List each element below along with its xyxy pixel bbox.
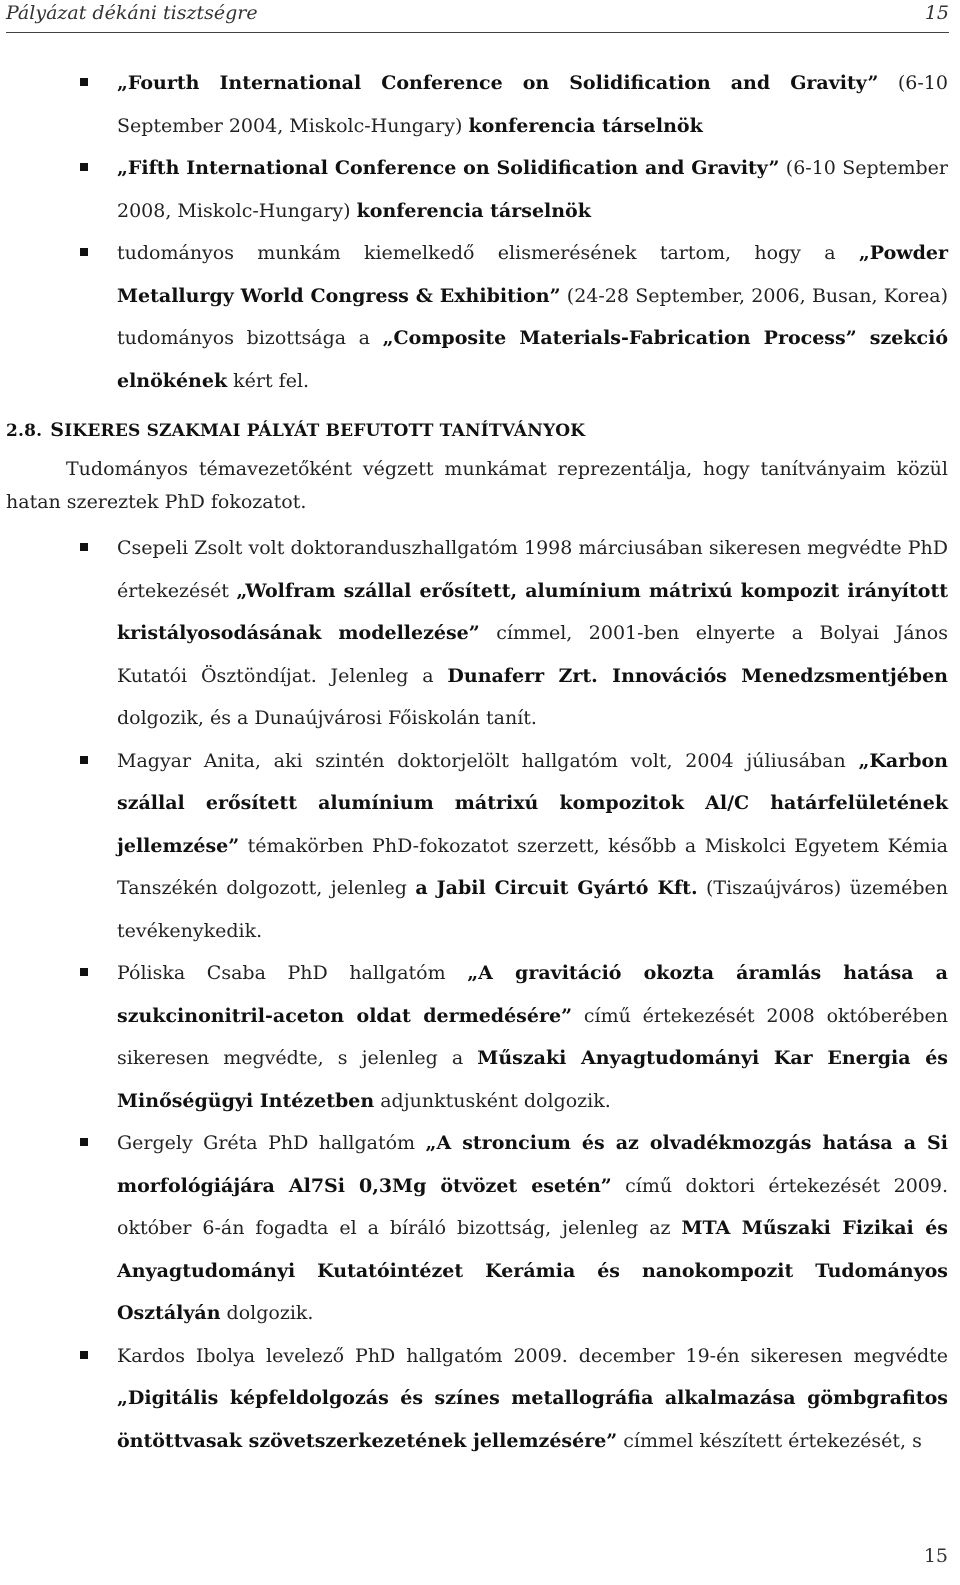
text-run: Póliska Csaba PhD hallgatóm bbox=[117, 962, 468, 984]
page-header bbox=[6, 0, 949, 33]
text-run: címmel, 2001-ben elnyerte a Bolyai János Kutatói Ösztöndíjat. Jelenleg a bbox=[117, 622, 948, 687]
text-run: MTA Műszaki Fizikai és Anyagtudományi Kutatóintézet Kerámia és nanokompozit Tudományos Osztályán bbox=[117, 1217, 949, 1324]
text-run: konferencia társelnök bbox=[356, 199, 591, 222]
square-bullet-icon bbox=[80, 78, 88, 86]
text-run: „Karbon szállal erősített alumínium mátrixú kompozitok Al/C határfelületének jellemzése” bbox=[117, 749, 948, 857]
text-run: címmel készített értekezését, s bbox=[617, 1429, 922, 1452]
square-bullet-icon bbox=[80, 163, 88, 171]
document-body bbox=[0, 62, 948, 1462]
text-run: „A stroncium és az olvadékmozgás hatása a Si morfológiájára Al7Si 0,3Mg ötvözet esetén” bbox=[117, 1132, 948, 1197]
text-run: „Fifth International Conference on Solidification and Gravity” bbox=[117, 157, 780, 179]
text-run: Gergely Gréta PhD hallgatóm bbox=[117, 1132, 426, 1154]
text-run: konferencia társelnök bbox=[468, 114, 703, 137]
list-item bbox=[0, 62, 948, 147]
section-number: 2.8. bbox=[6, 421, 43, 441]
text-run: Kardos Ibolya levelező PhD hallgatóm 2009. december 19-én sikeresen megvédte bbox=[117, 1344, 948, 1367]
list-item bbox=[0, 1335, 948, 1463]
list-item bbox=[0, 1122, 948, 1335]
text-run: „Digitális képfeldolgozás és színes metallográfia alkalmazása gömbgrafitos öntöttvasak szövetszerkezetének jellemzésére” bbox=[117, 1387, 948, 1452]
list-item bbox=[0, 147, 948, 232]
list-item bbox=[0, 232, 948, 402]
text-run: témakörben PhD-fokozatot szerzett, később a Miskolci Egyetem Kémia Tanszékén dolgozott, jelenleg bbox=[117, 834, 948, 899]
square-bullet-icon bbox=[80, 756, 88, 764]
text-run: (24-28 September, 2006, Busan, Korea) tudományos bizottsága a bbox=[117, 284, 948, 349]
text-run: tudományos munkám kiemelkedő elismerésének tartom, hogy a bbox=[117, 242, 859, 264]
text-run: című doktori értekezését 2009. október 6-án fogadta el a bíráló bizottság, jelenleg az bbox=[117, 1174, 948, 1239]
text-run: Csepeli Zsolt volt doktoranduszhallgatóm 1998 márciusában sikeresen megvédte PhD értekezését bbox=[117, 537, 948, 602]
text-run: „Wolfram szállal erősített, alumínium mátrixú kompozit irányított kristályosodásának modellezése” bbox=[117, 579, 948, 644]
square-bullet-icon bbox=[80, 543, 88, 551]
text-run: című értekezését 2008 októberében sikeresen megvédte, s jelenleg a bbox=[117, 1004, 948, 1069]
text-run: Műszaki Anyagtudományi Kar Energia és Minőségügyi Intézetben bbox=[117, 1047, 949, 1112]
text-run: (6-10 September 2008, Miskolc-Hungary) bbox=[117, 157, 948, 222]
section-title: IKERES SZAKMAI PÁLYÁT BEFUTOTT TANÍTVÁNYOK bbox=[64, 421, 586, 441]
text-run: dolgozik. bbox=[220, 1302, 314, 1324]
square-bullet-icon bbox=[80, 968, 88, 976]
header-title: Pályázat dékáni tisztségre bbox=[6, 2, 258, 24]
text-run: (Tiszaújváros) üzemében tevékenykedik. bbox=[117, 877, 948, 942]
text-run: Dunaferr Zrt. Innovációs Menedzsmentjében bbox=[447, 664, 948, 687]
square-bullet-icon bbox=[80, 1138, 88, 1146]
text-run: „Composite Materials-Fabrication Process” szekció elnökének bbox=[117, 327, 948, 392]
text-run: „A gravitáció okozta áramlás hatása a szukcinonitril-aceton oldat dermedésére” bbox=[117, 962, 948, 1027]
list-item bbox=[0, 952, 948, 1122]
text-run: kért fel. bbox=[227, 369, 310, 392]
conference-list bbox=[0, 62, 948, 402]
square-bullet-icon bbox=[80, 248, 88, 256]
text-run: „Powder Metallurgy World Congress & Exhibition” bbox=[117, 242, 948, 307]
footer-page-number: 15 bbox=[923, 1545, 948, 1567]
list-item bbox=[0, 527, 948, 740]
header-page-number: 15 bbox=[924, 2, 949, 24]
list-item bbox=[0, 740, 948, 953]
section-heading bbox=[6, 412, 948, 449]
text-run: adjunktusként dolgozik. bbox=[374, 1089, 611, 1112]
text-run: dolgozik, és a Dunaújvárosi Főiskolán tanít. bbox=[117, 707, 537, 729]
text-run: „Fourth International Conference on Solidification and Gravity” bbox=[117, 72, 879, 94]
text-run: Magyar Anita, aki szintén doktorjelölt hallgatóm volt, 2004 júliusában bbox=[117, 749, 859, 772]
text-run: a Jabil Circuit Gyártó Kft. bbox=[415, 877, 698, 899]
intro-paragraph: Tudományos témavezetőként végzett munkámat reprezentálja, hogy tanítványaim közül hatan szereztek PhD fokozatot. bbox=[6, 458, 948, 513]
text-run: (6-10 September 2004, Miskolc-Hungary) bbox=[117, 72, 948, 137]
square-bullet-icon bbox=[80, 1351, 88, 1359]
section-title-initial: S bbox=[50, 419, 65, 441]
students-list bbox=[0, 527, 948, 1462]
